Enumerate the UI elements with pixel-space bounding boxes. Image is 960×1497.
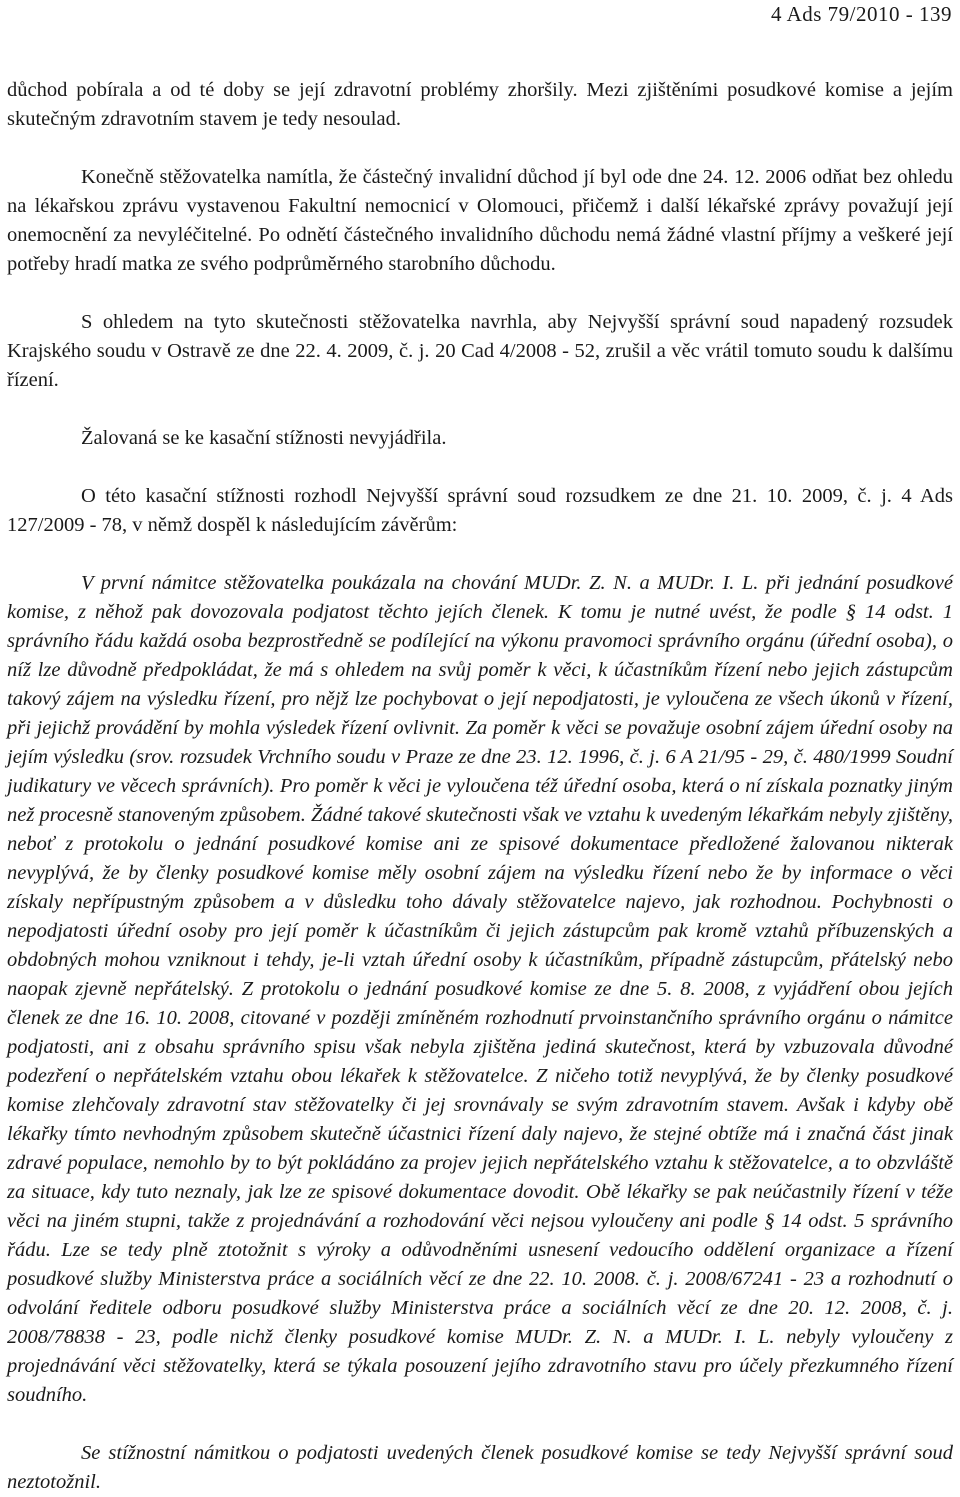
document-body	[7, 76, 953, 1497]
paragraph-prior-judgment: O této kasační stížnosti rozhodl Nejvyšší správní soud rozsudkem ze dne 21. 10. 2009, č. j. 4 Ads 127/2009 - 78, v němž dospěl k následujícím závěrům:	[7, 485, 953, 536]
paragraph-objection-disability-pension: Konečně stěžovatelka namítla, že částečný invalidní důchod jí byl ode dne 24. 12. 2006 odňat bez ohledu na lékařskou zprávu vystavenou Fakultní nemocnicí v Olomouci, přičemž i další lékařské zprávy považují její onemocnění za nevyléčitelné. Po odnětí částečného invalidního důchodu nemá žádné vlastní příjmy a veškeré její potřeby hradí matka ze svého podprůměrného starobního důchodu.	[7, 166, 953, 275]
quoted-conclusion: Se stížnostní námitkou o podjatosti uvedených členek posudkové komise se tedy Nejvyšší správní soud neztotožnil.	[7, 1442, 953, 1493]
quoted-reasoning: V první námitce stěžovatelka poukázala na chování MUDr. Z. N. a MUDr. I. L. při jednání posudkové komise, z něhož pak dovozovala podjatost těchto jejích členek. K tomu je nutné uvést, že podle § 14 odst. 1 správního řádu každá osoba bezprostředně se podílející na výkonu pravomoci správního orgánu (úřední osoba), o níž lze důvodně předpokládat, že má s ohledem na svůj poměr k věci, k účastníkům řízení nebo jejich zástupcům takový zájem na výsledku řízení, pro nějž lze pochybovat o její nepodjatosti, je vyloučena ze všech úkonů v řízení, při jejichž provádění by mohla výsledek řízení ovlivnit. Za poměr k věci se považuje osobní zájem úřední osoby na jejím výsledku (srov. rozsudek Vrchního soudu v Praze ze dne 23. 12. 1996, č. j. 6 A 21/95 - 29, č. 480/1999 Soudní judikatury ve věcech správních). Pro poměr k věci je vyloučena též úřední osoba, která o ní získala poznatky jiným než procesně stanoveným způsobem. Žádné takové skutečnosti však ve vztahu k uvedeným lékařkám nebyly zjištěny, neboť z protokolu o jednání posudkové komise ani ze spisové dokumentace předložené žalovanou nikterak nevyplývá, že by členky posudkové komise měly osobní zájem na výsledku řízení nebo že by informace o věci získaly nepřípustným způsobem a v důsledku toho dávaly stěžovatelce najevo, jak rozhodnou. Pochybnosti o nepodjatosti úřední osoby pro její poměr k účastníkům či jejich zástupcům pak kromě vztahů příbuzenských a obdobných mohou vzniknout i tehdy, je-li vztah úřední osoby k účastníkům, případně zástupcům, přátelský nebo naopak zjevně nepřátelský. Z protokolu o jednání posudkové komise ze dne 5. 8. 2008, z vyjádření obou jejích členek ze dne 16. 10. 2008, citované v později zmíněném rozhodnutí prvoinstančního správního orgánu o námitce podjatosti, ani z obsahu správního spisu však nebyla zjištěna jediná skutečnost, která by vzbuzovala důvodné podezření o nepřátelském vztahu obou lékařek k stěžovatelce. Z ničeho totiž nevyplývá, že by členky posudkové komise zlehčovaly zdravotní stav stěžovatelky či jej srovnávaly se svým zdravotním stavem. Avšak i kdyby obě lékařky tímto nevhodným způsobem skutečně účastnici řízení daly najevo, že stejné obtíže má i značná část jinak zdravé populace, nemohlo by to být pokládáno za projev jejich nepřátelského vztahu k stěžovatelce, a to obzvláště za situace, kdy tuto neznaly, jak lze ze spisové dokumentace dovodit. Obě lékařky se pak neúčastnily řízení v téže věci na jiném stupni, takže z projednávání a rozhodování věci nejsou vyloučeny ani podle § 14 odst. 5 správního řádu. Lze se tedy plně ztotožnit s výroky a odůvodněními usnesení vedoucího oddělení organizace a řízení posudkové služby Ministerstva práce a sociálních věcí ze dne 22. 10. 2008. č. j. 2008/67241 - 23 a rozhodnutí o odvolání ředitele odboru posudkové služby Ministerstva práce a sociálních věcí ze dne 20. 12. 2008, č. j. 2008/78838 - 23, podle nichž členky posudkové komise MUDr. Z. N. a MUDr. I. L. nebyly vyloučeny z projednávání věci stěžovatelky, která se týkala posouzení jejího zdravotního stavu pro účely přezkumného řízení soudního.	[7, 572, 953, 1406]
paragraph-defendant-response: Žalovaná se ke kasační stížnosti nevyjádřila.	[81, 427, 447, 449]
case-reference: 4 Ads 79/2010 - 139	[770, 2, 952, 26]
paragraph-continuation: důchod pobírala a od té doby se její zdravotní problémy zhoršily. Mezi zjištěními posudkové komise a jejím skutečným zdravotním stavem je tedy nesoulad.	[7, 79, 953, 130]
paragraph-proposal: S ohledem na tyto skutečnosti stěžovatelka navrhla, aby Nejvyšší správní soud napadený rozsudek Krajského soudu v Ostravě ze dne 22. 4. 2009, č. j. 20 Cad 4/2008 - 52, zrušil a věc vrátil tomuto soudu k dalšímu řízení.	[7, 311, 953, 391]
